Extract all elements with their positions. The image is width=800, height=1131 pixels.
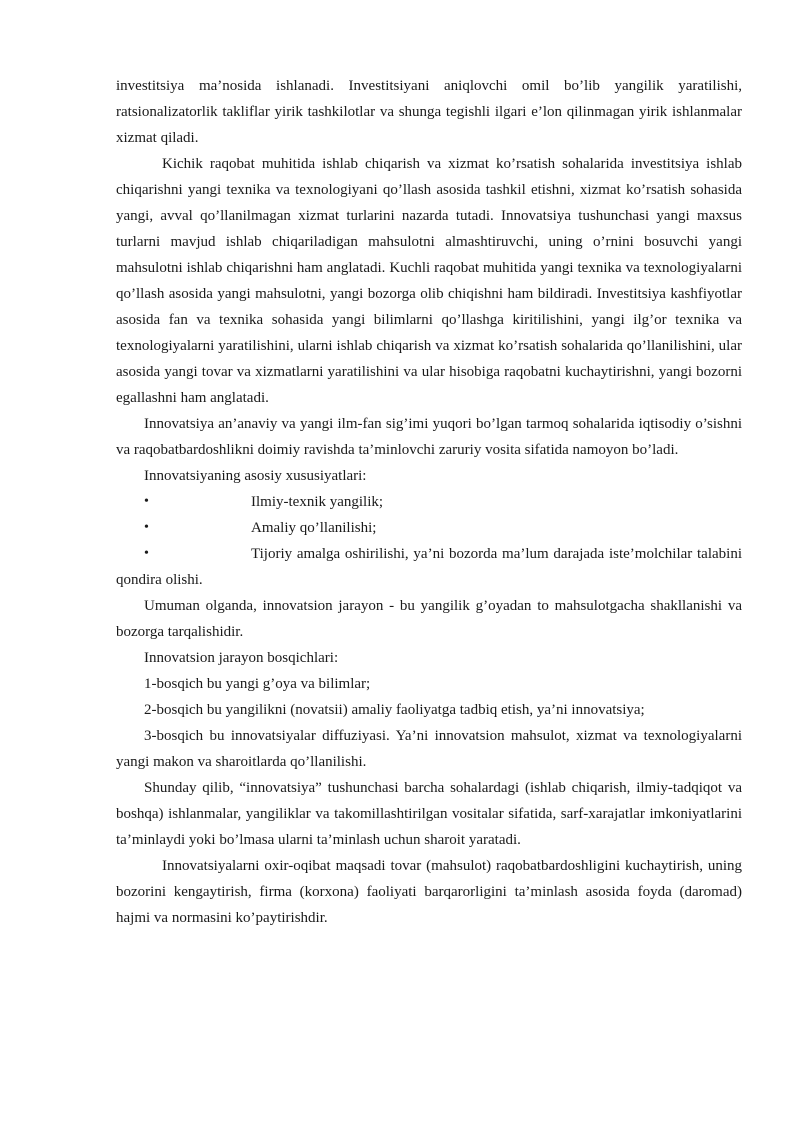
bullet-text: Amaliy qo’llanilishi; bbox=[251, 520, 377, 536]
paragraph-xususiyatlar-heading: Innovatsiyaning asosiy xususiyatlari: bbox=[144, 468, 367, 484]
paragraph-bosqich-3: 3-bosqich bu innovatsiyalar diffuziyasi. Ya’ni innovatsion mahsulot, xizmat va texnologiyalarni yangi makon va sharoitlarda qo’llanilishi. bbox=[116, 728, 742, 770]
bullet-item bbox=[116, 541, 742, 593]
document-body bbox=[116, 73, 742, 931]
bullet-text: Ilmiy-texnik yangilik; bbox=[251, 494, 384, 510]
paragraph-innovatsion-jarayon: Umuman olganda, innovatsion jarayon - bu yangilik g’oyadan to mahsulotgacha shakllanishi va bozorga tarqalishidir. bbox=[116, 598, 742, 640]
bullet-item bbox=[116, 515, 742, 541]
bullet-dot-icon: • bbox=[144, 520, 149, 535]
paragraph-maqsad: Innovatsiyalarni oxir-oqibat maqsadi tovar (mahsulot) raqobatbardoshligini kuchaytirish, uning bozorini kengaytirish, firma (korxona) faoliyati barqarorligini ta’minlash asosida foyda (daromad) hajmi va normasini ko’paytirishdir. bbox=[116, 858, 742, 926]
bullet-dot-icon: • bbox=[144, 494, 149, 509]
paragraph-bosqich-1: 1-bosqich bu yangi g’oya va bilimlar; bbox=[144, 676, 371, 692]
paragraph-innovatsiya-ananaviy: Innovatsiya an’anaviy va yangi ilm-fan sig’imi yuqori bo’lgan tarmoq sohalarida iqtisodiy o’sishni va raqobatbardoshlikni doimiy ravishda ta’minlovchi zaruriy vosita sifatida namoyon bo’ladi. bbox=[116, 416, 742, 458]
paragraph-bosqich-2: 2-bosqich bu yangilikni (novatsii) amaliy faoliyatga tadbiq etish, ya’ni innovatsiya; bbox=[144, 702, 645, 718]
paragraph-continuation: investitsiya ma’nosida ishlanadi. Investitsiyani aniqlovchi omil bo’lib yangilik yaratilishi, ratsionalizatorlik takliflar yirik tashkilotlar va shunga tegishli ilgari e’lon qilinmagan yirik ishlanmalar xizmat qiladi. bbox=[116, 78, 742, 146]
bullet-text: Tijoriy amalga oshirilishi, ya’ni bozorda ma’lum darajada iste’molchilar talabini qondira olishi. bbox=[116, 546, 742, 588]
paragraph-shunday-qilib: Shunday qilib, “innovatsiya” tushunchasi barcha sohalardagi (ishlab chiqarish, ilmiy-tadqiqot va boshqa) ishlanmalar, yangiliklar va takomillashtirilgan vositalar sifatida, sarf-xarajatlar imkoniyatlarini ta’minlaydi yoki bo’lmasa ularni ta’minlash uchun sharoit yaratadi. bbox=[116, 780, 742, 848]
paragraph-bosqichlar-heading: Innovatsion jarayon bosqichlari: bbox=[144, 650, 339, 666]
paragraph-kichik-raqobat: Kichik raqobat muhitida ishlab chiqarish va xizmat ko’rsatish sohalarida investitsiya ishlab chiqarishni yangi texnika va texnologiyani qo’llash asosida tashkil etishni, xizmat ko’rsatish sohasida yangi, avval qo’llanilmagan xizmat turlarini nazarda tutadi. Innovatsiya tushunchasi yangi maxsus turlarni mavjud ishlab chiqariladigan mahsulotni almashtiruvchi, uning o’rnini bosuvchi yangi mahsulotni ishlab chiqarishni ham anglatadi. Kuchli raqobat muhitida yangi texnika va texnologiyalarni qo’llash asosida yangi mahsulotni, yangi bozorga olib chiqishni ham bildiradi. Investitsiya kashfiyotlar asosida fan va texnika sohasida yangi bilimlarni qo’llashga kiritilishini, yangi ilg’or texnika va texnologiyalarni yaratilishini, ularni ishlab chiqarish va xizmat ko’rsatish sohalarida qo’llanilishini, ular asosida yangi tovar va xizmatlarni yaratilishini va ular hisobiga raqobatni kuchaytirishni, yangi bozorni egallashni ham anglatadi. bbox=[116, 156, 742, 406]
bullet-item bbox=[116, 489, 742, 515]
bullet-dot-icon: • bbox=[144, 546, 149, 561]
